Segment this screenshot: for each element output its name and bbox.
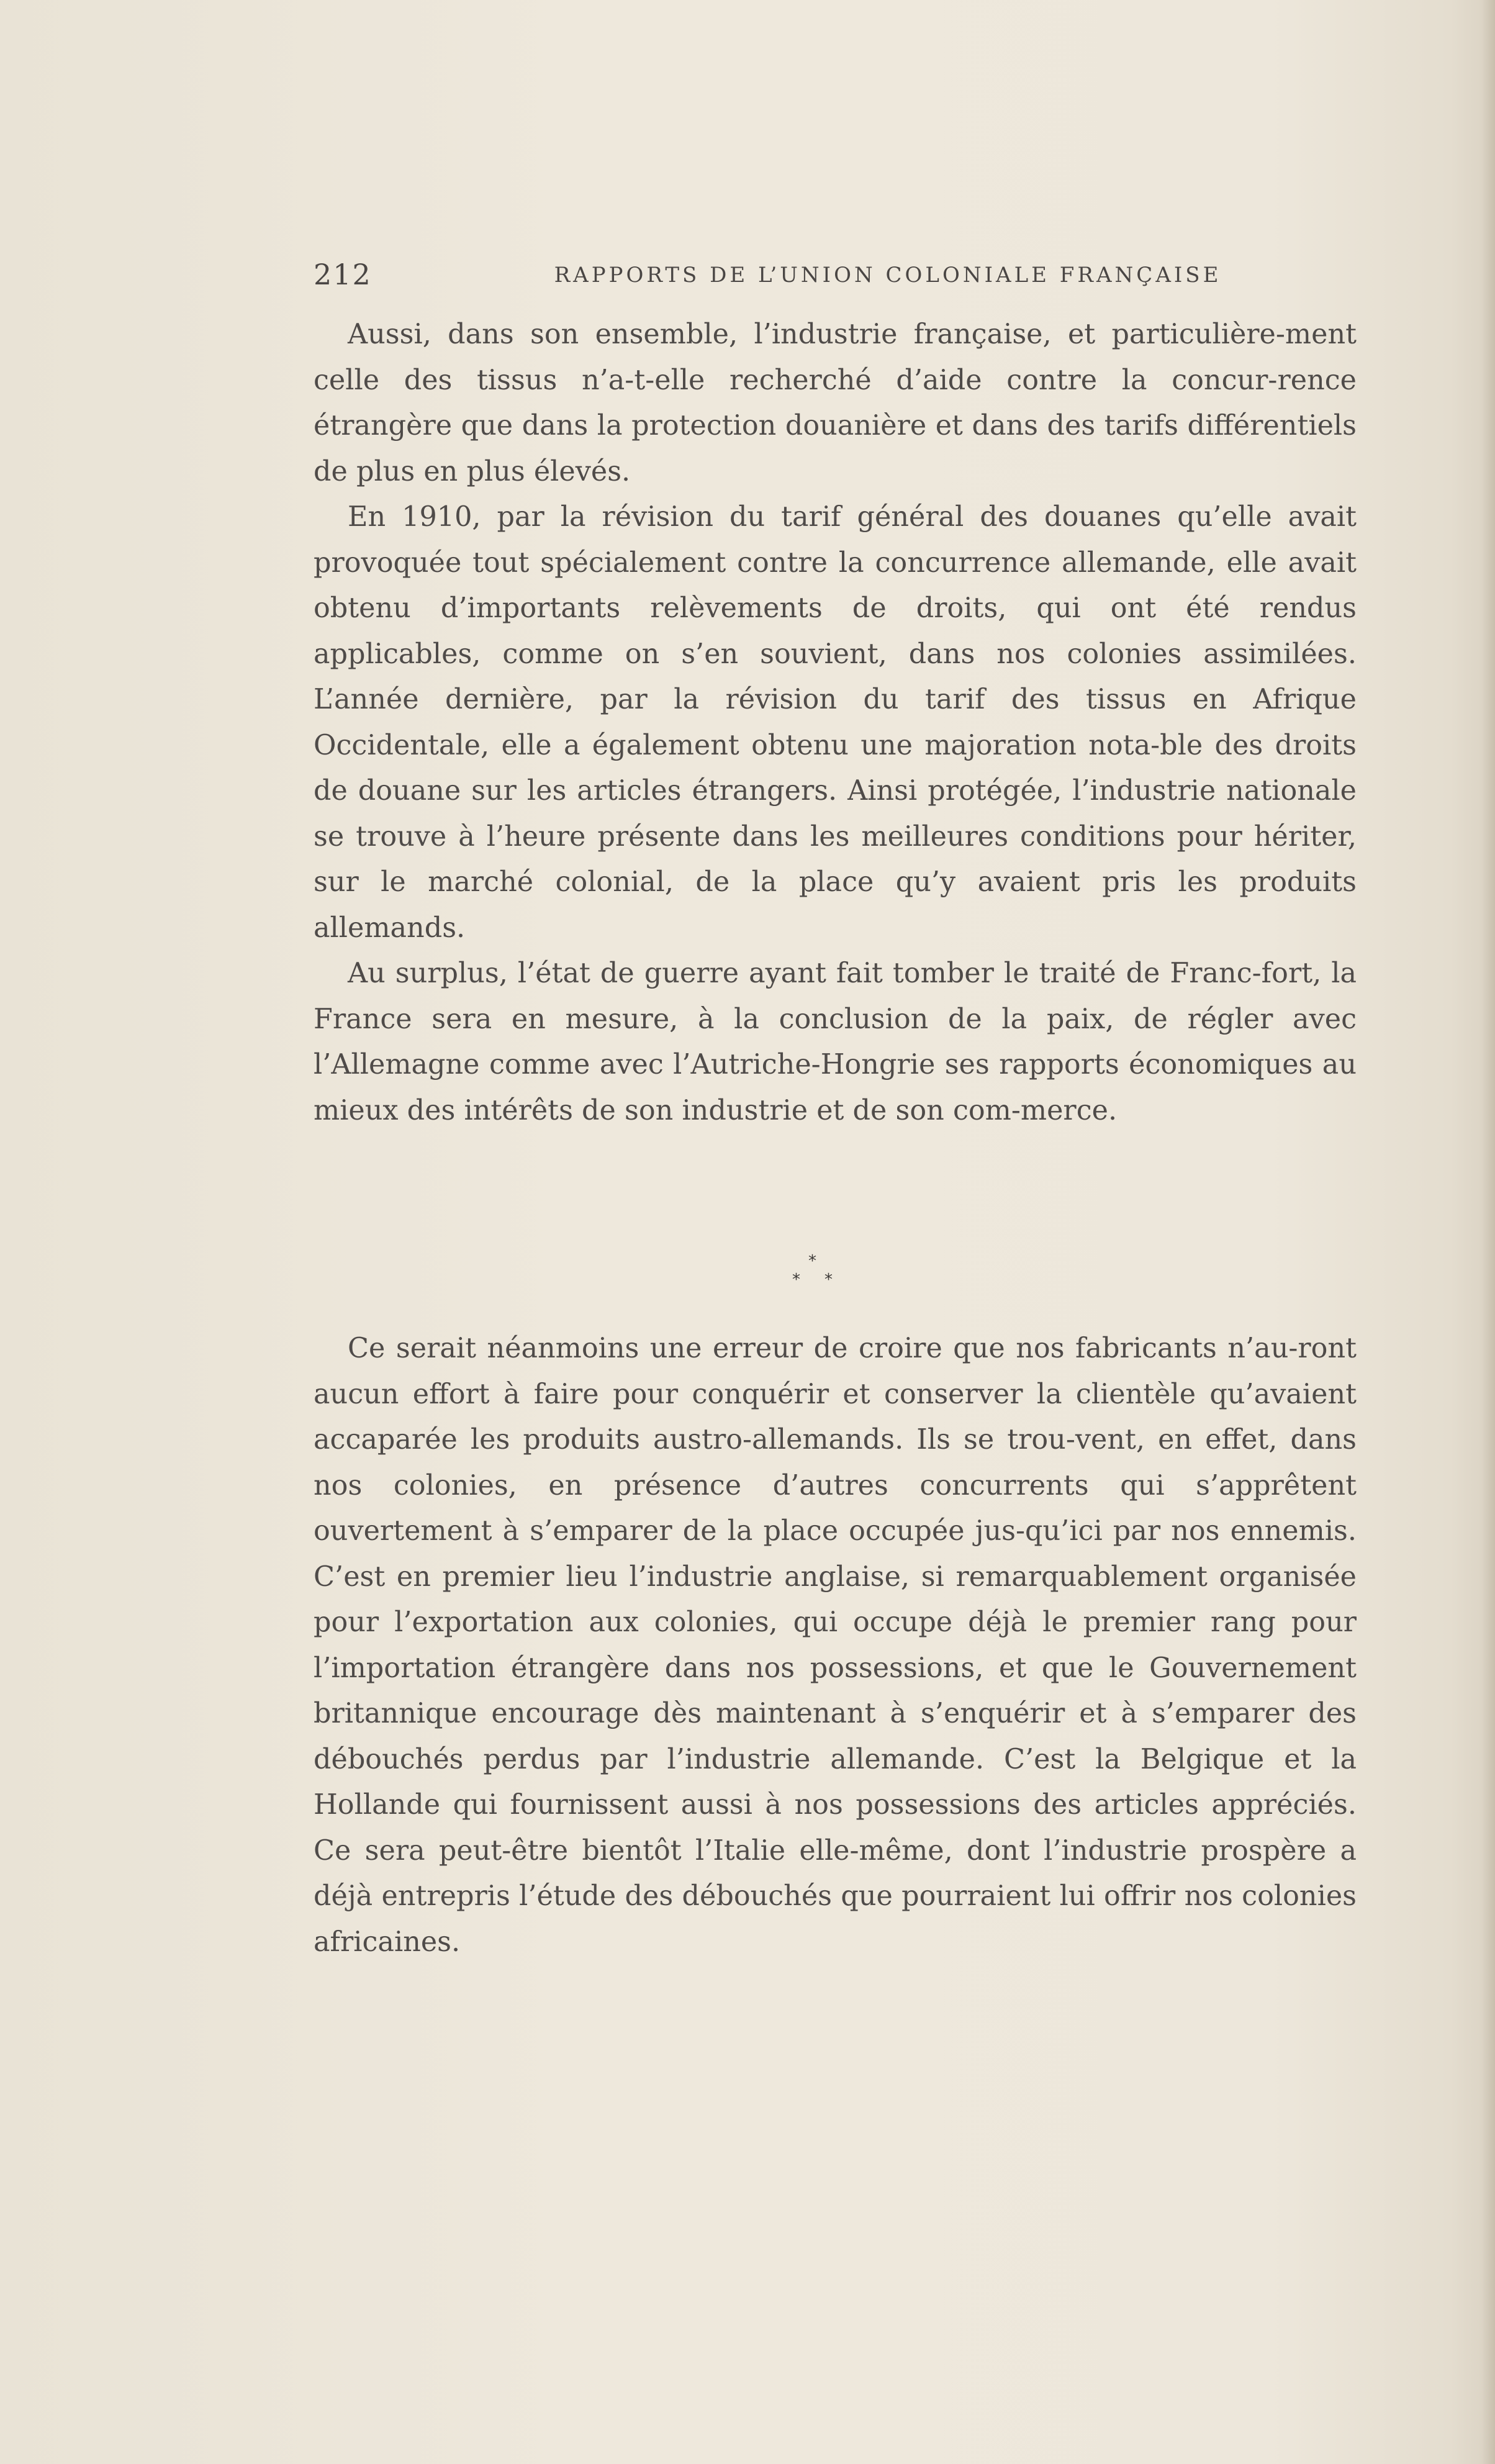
paragraph: Ce serait néanmoins une erreur de croire que nos fabricants n’au-ront aucun effort à faire pour conquérir et conserver la clientèle qu’avaient accaparée les produits austro-allemands. Ils se trou-vent, en effet, dans nos colonies, en présence d’autres concurrents qui s’apprêtent ouvertement à s’emparer de la place occupée jus-qu’ici par nos ennemis. C’est en premier lieu l’industrie anglaise, si remarquablement organisée pour l’exportation aux colonies, qui occupe déjà le premier rang pour l’importation étrangère dans nos possessions, et que le Gouvernement britannique encourage dès maintenant à s’enquérir et à s’emparer des débouchés perdus par l’industrie allemande. C’est la Belgique et la Hollande qui fournissent aussi à nos possessions des articles appréciés. Ce sera peut-être bientôt l’Italie elle-même, dont l’industrie prospère a déjà entrepris l’étude des débouchés que pourraient lui offrir nos colonies africaines. bbox=[314, 1333, 1357, 1958]
body-text-after-break bbox=[314, 1326, 1357, 1965]
running-title: RAPPORTS DE L’UNION COLONIALE FRANÇAISE bbox=[554, 263, 1222, 288]
asterism-star: * bbox=[824, 1270, 833, 1289]
asterism-star: * bbox=[808, 1252, 816, 1270]
page-number: 212 bbox=[314, 258, 372, 291]
section-break-asterism bbox=[788, 1253, 844, 1290]
body-text bbox=[314, 312, 1357, 1133]
paragraph: Au surplus, l’état de guerre ayant fait tomber le traité de Franc-fort, la France sera en mesure, à la conclusion de la paix, de régler avec l’Allemagne comme avec l’Autriche-Hongrie ses rapports économiques au mieux des intérêts de son industrie et de son com-merce. bbox=[314, 958, 1357, 1126]
asterism-star: * bbox=[792, 1270, 800, 1289]
page-edge-shadow bbox=[1481, 0, 1495, 2464]
running-head bbox=[314, 258, 1357, 301]
paragraph: En 1910, par la révision du tarif général des douanes qu’elle avait provoquée tout spécialement contre la concurrence allemande, elle avait obtenu d’importants relèvements de droits, qui ont été rendus applicables, comme on s’en souvient, dans nos colonies assimilées. L’année dernière, par la révision du tarif des tissus en Afrique Occidentale, elle a également obtenu une majoration nota-ble des droits de douane sur les articles étrangers. Ainsi protégée, l’industrie nationale se trouve à l’heure présente dans les meilleures conditions pour hériter, sur le marché colonial, de la place qu’y avaient pris les produits allemands. bbox=[314, 501, 1357, 944]
paragraph: Aussi, dans son ensemble, l’industrie française, et particulière-ment celle des tissus n’a-t-elle recherché d’aide contre la concur-rence étrangère que dans la protection douanière et dans des tarifs différentiels de plus en plus élevés. bbox=[314, 319, 1357, 487]
